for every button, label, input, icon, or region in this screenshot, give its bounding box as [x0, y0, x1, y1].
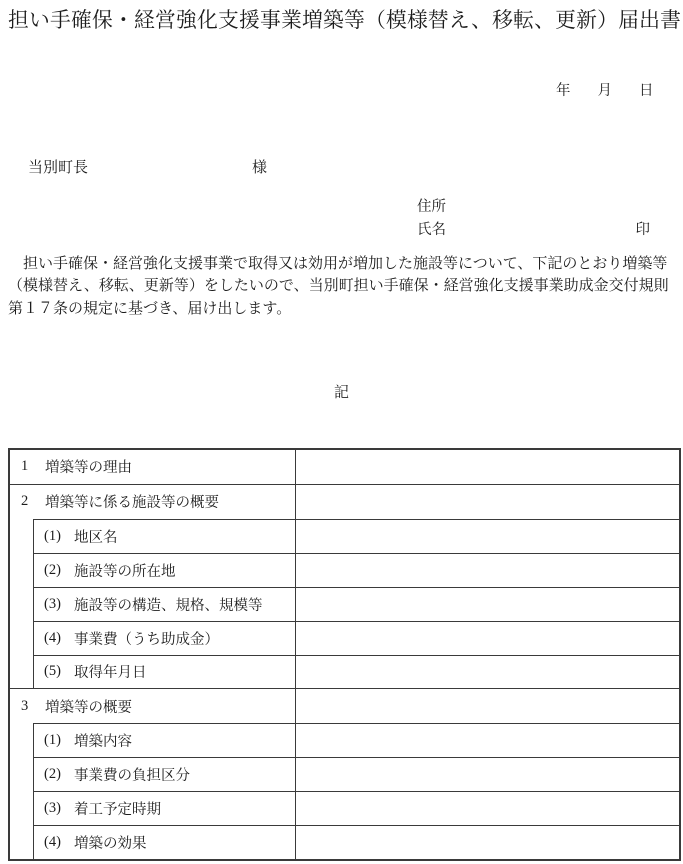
document-title: 担い手確保・経営強化支援事業増築等（模様替え、移転、更新）届出書 [8, 9, 682, 32]
row-label-cell [10, 655, 295, 689]
table-row-acquisition-date [10, 655, 679, 689]
row-number: (1) [44, 732, 61, 749]
indent-strip [10, 825, 33, 859]
sub-row-box [33, 723, 295, 757]
date-month-label: 月 [597, 83, 612, 99]
addressee-name: 当別町長 [28, 160, 89, 176]
body-line-1: 担い手確保・経営強化支援事業で取得又は効用が増加した施設等について、下記のとおり増築等 [8, 256, 668, 272]
row-label-cell [10, 621, 295, 655]
row-value-cell [295, 655, 679, 689]
row-value-cell [295, 519, 679, 553]
table-row-cost-share [10, 757, 679, 791]
row-value-cell [295, 689, 679, 723]
row-label: 事業費の負担区分 [74, 768, 190, 785]
indent-strip [10, 587, 33, 621]
row-label: 増築等に係る施設等の概要 [45, 495, 219, 512]
table-row-reason [10, 450, 679, 484]
row-value-cell [295, 450, 679, 484]
table-row-construction-start [10, 791, 679, 825]
indent-strip [10, 621, 33, 655]
indent-strip [10, 519, 33, 553]
row-number: (4) [44, 834, 61, 851]
row-label: 地区名 [74, 529, 118, 546]
row-label-cell [10, 450, 295, 484]
table-row-facility-location [10, 553, 679, 587]
seal-label: 印 [635, 222, 650, 238]
table-row-extension-content [10, 723, 679, 757]
row-value-cell [295, 587, 679, 621]
row-label: 施設等の構造、規格、規模等 [74, 597, 263, 614]
addressee-line [28, 156, 267, 177]
sub-row-box [33, 825, 295, 859]
row-label: 着工予定時期 [74, 802, 161, 819]
row-label-cell [10, 791, 295, 825]
row-label: 増築等の理由 [45, 460, 132, 477]
indent-strip [10, 655, 33, 689]
row-label: 事業費（うち助成金） [74, 631, 219, 648]
row-label: 増築等の概要 [45, 699, 132, 716]
row-value-cell [295, 825, 679, 859]
table-row-district-name [10, 519, 679, 553]
applicant-address-label: 住所 [417, 199, 446, 215]
table-row-extension-effect [10, 825, 679, 859]
row-number: 1 [21, 458, 29, 475]
date-line [556, 79, 654, 100]
body-line-3: 第１７条の規定に基づき、届け出します。 [8, 300, 292, 317]
row-number: (2) [44, 561, 61, 578]
applicant-name-row [417, 218, 650, 239]
body-line-2: （模様替え、移転、更新等）をしたいので、当別町担い手確保・経営強化支援事業助成金交付規則 [8, 278, 669, 295]
indent-strip [10, 757, 33, 791]
row-value-cell [295, 757, 679, 791]
date-year-label: 年 [556, 83, 571, 99]
ki-heading: 記 [333, 385, 349, 401]
row-label-cell [10, 723, 295, 757]
date-day-label: 日 [639, 83, 654, 99]
row-value-cell [295, 485, 679, 519]
sub-row-box [33, 553, 295, 587]
row-label-cell [10, 485, 295, 519]
row-label-cell [10, 519, 295, 553]
indent-strip [10, 553, 33, 587]
notification-table [8, 448, 681, 861]
sub-row-box [33, 587, 295, 621]
sub-row-box [33, 791, 295, 825]
addressee-honorific: 様 [252, 160, 268, 176]
row-number: 3 [21, 697, 29, 714]
row-value-cell [295, 553, 679, 587]
row-value-cell [295, 723, 679, 757]
sub-row-box [33, 757, 295, 791]
row-label: 増築内容 [74, 734, 132, 751]
sub-row-box [33, 621, 295, 655]
sub-row-box [33, 519, 295, 553]
row-label: 取得年月日 [74, 665, 147, 682]
table-row-extension-overview [10, 688, 679, 723]
indent-strip [10, 723, 33, 757]
row-number: (3) [44, 595, 61, 612]
table-row-facility-overview [10, 484, 679, 519]
row-label-cell [10, 689, 295, 723]
row-label-cell [10, 553, 295, 587]
row-value-cell [295, 621, 679, 655]
applicant-name-label: 氏名 [417, 222, 446, 238]
row-number: (3) [44, 800, 61, 817]
body-paragraph [8, 253, 669, 320]
row-label-cell [10, 757, 295, 791]
table-row-facility-structure [10, 587, 679, 621]
row-label: 施設等の所在地 [74, 563, 176, 580]
row-label-cell [10, 825, 295, 859]
indent-strip [10, 791, 33, 825]
row-number: (4) [44, 629, 61, 646]
row-number: 2 [21, 493, 29, 510]
row-label-cell [10, 587, 295, 621]
table-row-project-cost [10, 621, 679, 655]
row-number: (1) [44, 527, 61, 544]
row-label: 増築の効果 [74, 836, 147, 853]
row-value-cell [295, 791, 679, 825]
sub-row-box [33, 655, 295, 689]
row-number: (2) [44, 766, 61, 783]
row-number: (5) [44, 663, 61, 680]
